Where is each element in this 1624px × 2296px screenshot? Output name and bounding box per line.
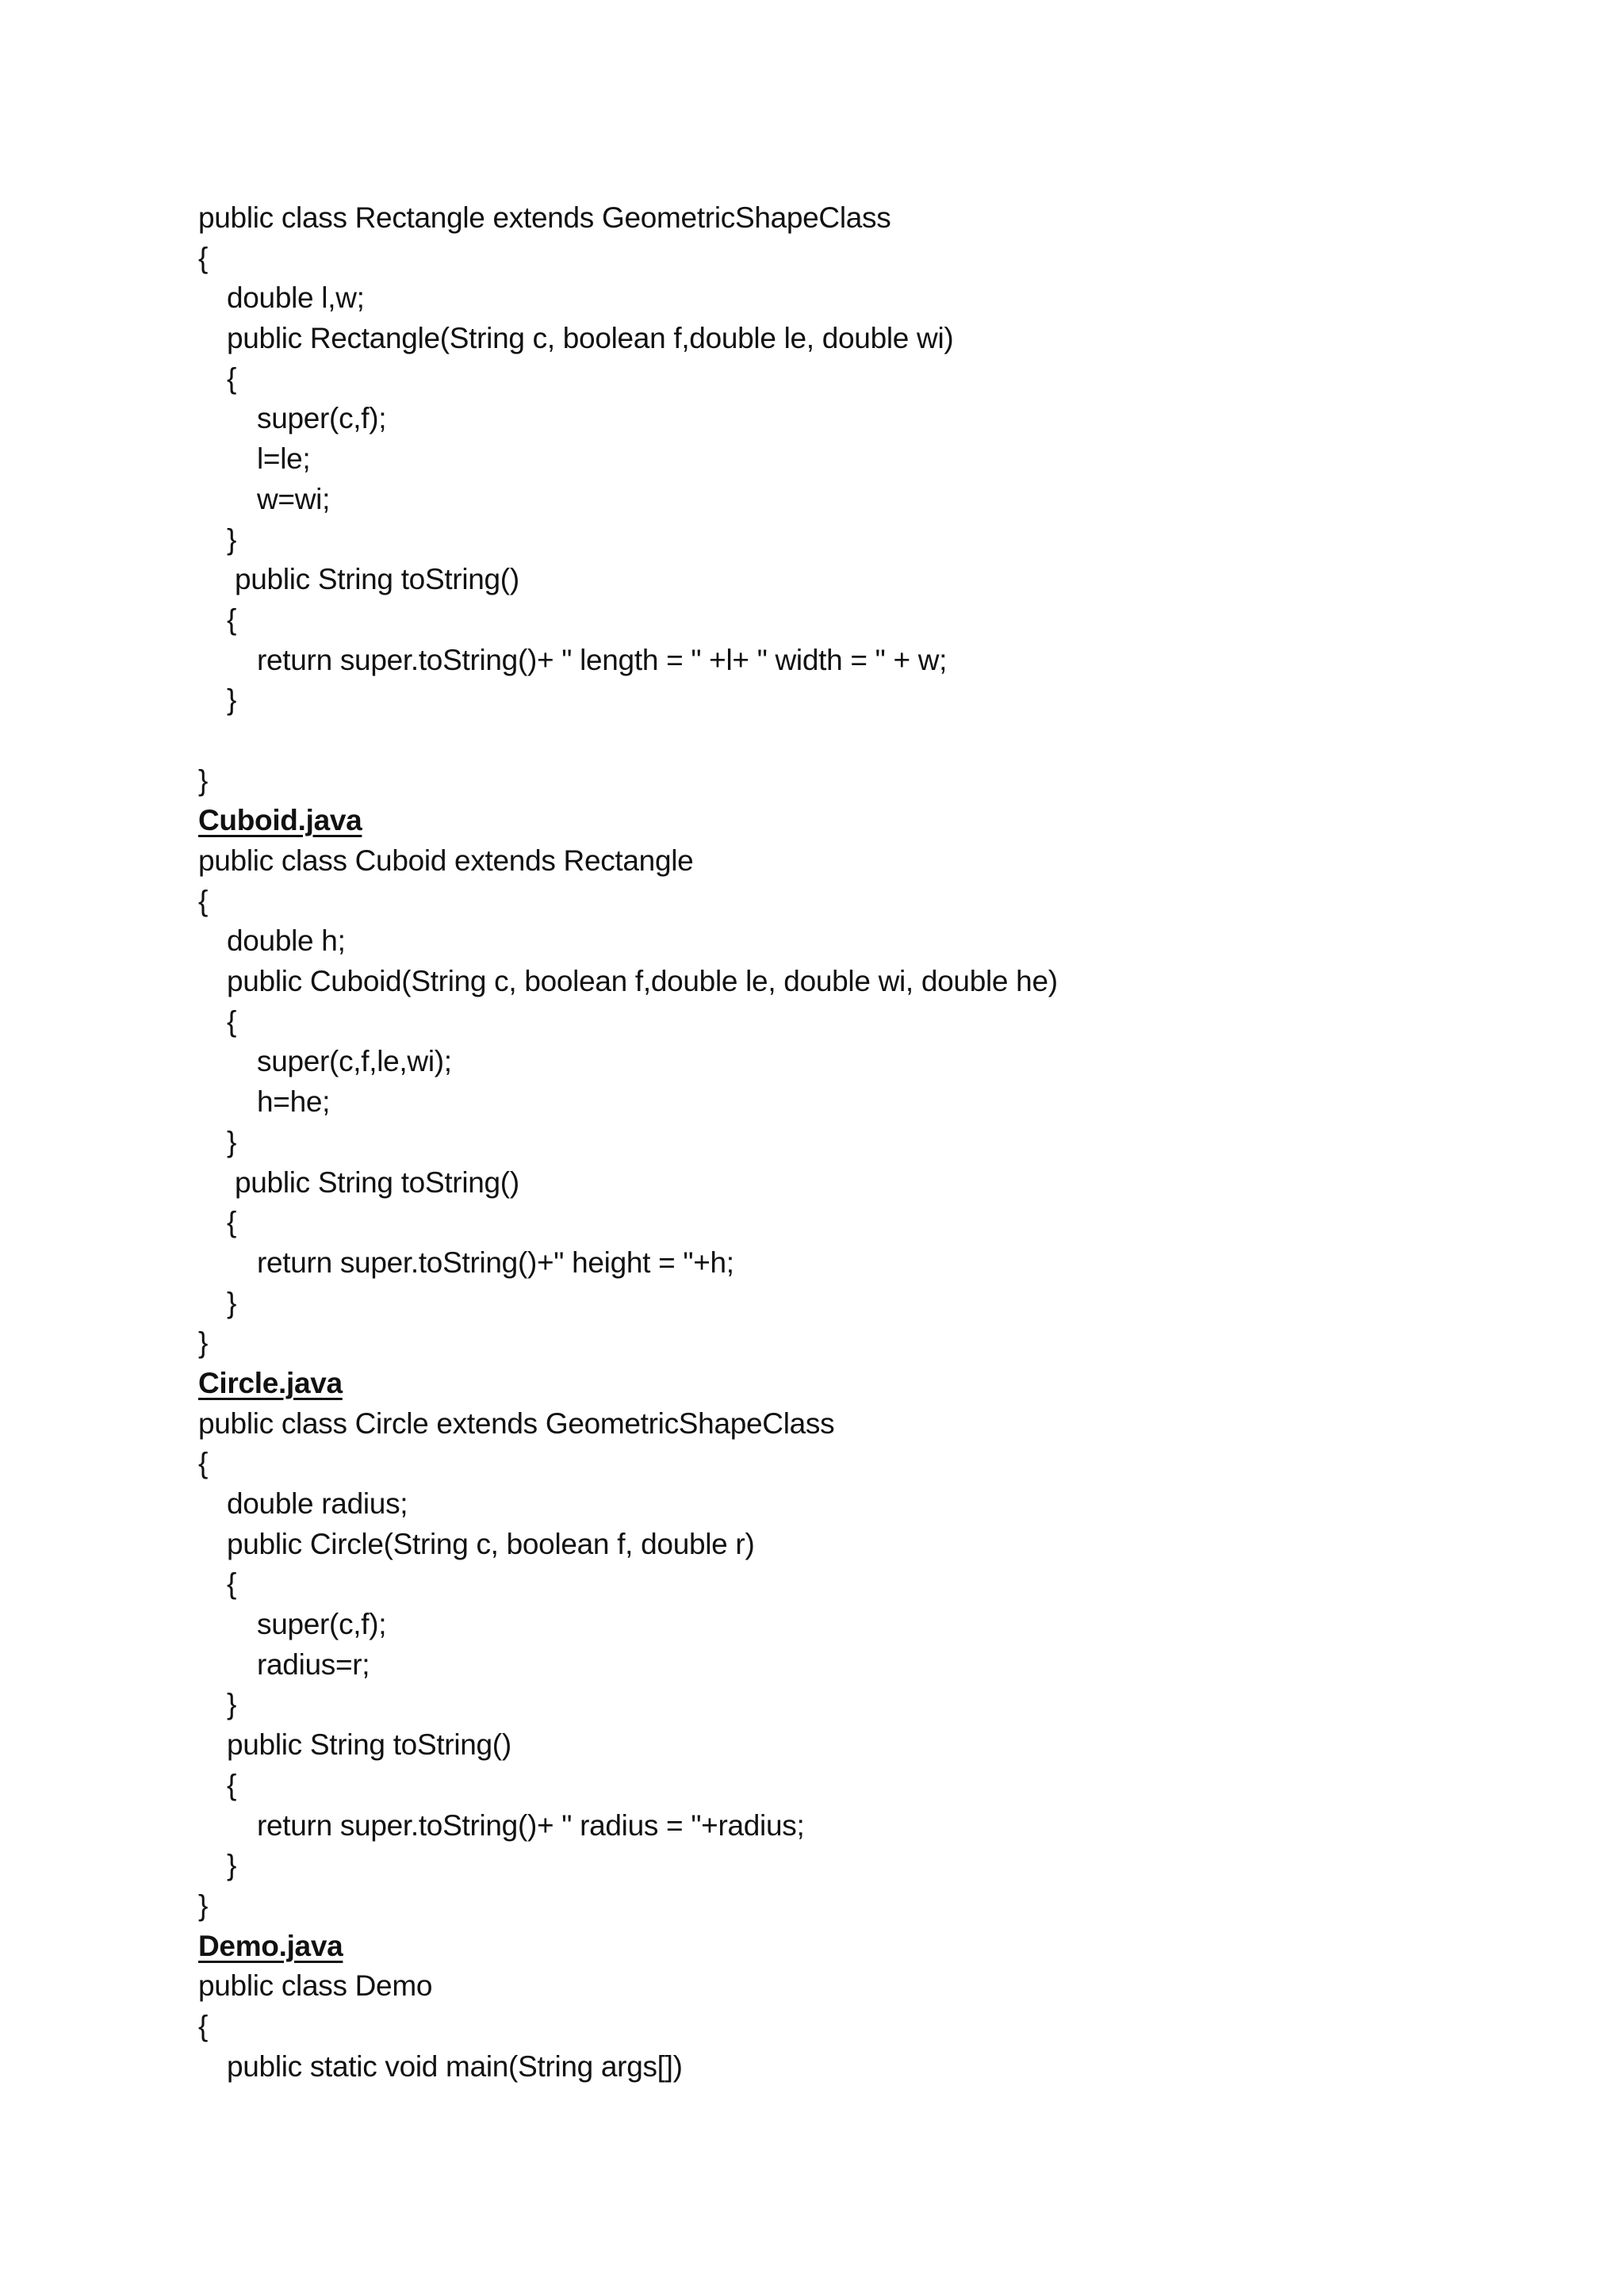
code-line: }: [227, 522, 237, 556]
code-line: }: [227, 1125, 237, 1158]
code-line: }: [227, 1849, 237, 1882]
file-heading: Demo.java: [198, 1929, 343, 1962]
code-listing: [198, 198, 1546, 2087]
code-line: h=he;: [257, 1085, 331, 1119]
code-line: public static void main(String args[]): [227, 2049, 683, 2083]
file-heading: Cuboid.java: [198, 804, 362, 837]
code-line: l=le;: [257, 442, 311, 476]
file-heading: Circle.java: [198, 1366, 343, 1399]
code-line: }: [198, 1326, 209, 1360]
code-line: w=wi;: [257, 482, 331, 515]
code-line: }: [227, 683, 237, 717]
code-line: super(c,f);: [257, 402, 387, 435]
code-line: {: [227, 362, 237, 395]
code-line: public String toString(): [235, 563, 519, 596]
code-line: {: [198, 241, 209, 274]
code-line: double radius;: [227, 1487, 408, 1520]
code-line: {: [227, 1206, 237, 1239]
blank-line: [198, 721, 1546, 761]
code-line: public Rectangle(String c, boolean f,double le, double wi): [227, 322, 954, 355]
code-line: return super.toString()+" height = "+h;: [257, 1246, 734, 1279]
code-line: public Circle(String c, boolean f, double r): [227, 1527, 755, 1560]
code-line: double h;: [227, 924, 346, 958]
code-line: public Cuboid(String c, boolean f,double le, double wi, double he): [227, 965, 1058, 998]
code-line: super(c,f);: [257, 1608, 387, 1641]
code-line: public String toString(): [235, 1165, 519, 1199]
code-line: {: [227, 1567, 237, 1601]
code-line: radius=r;: [257, 1647, 370, 1681]
code-line: public class Circle extends GeometricShapeClass: [198, 1406, 835, 1440]
code-line: }: [227, 1286, 237, 1319]
code-line: }: [198, 1888, 209, 1922]
code-line: double l,w;: [227, 281, 365, 315]
code-line: return super.toString()+ " radius = "+radius;: [257, 1808, 805, 1842]
code-line: return super.toString()+ " length = " +l+ " width = " + w;: [257, 643, 948, 676]
code-line: public class Rectangle extends GeometricShapeClass: [198, 201, 891, 234]
code-line: public class Cuboid extends Rectangle: [198, 844, 694, 877]
code-line: {: [227, 1004, 237, 1038]
code-line: public String toString(): [227, 1728, 511, 1762]
code-line: {: [198, 2009, 209, 2042]
code-line: super(c,f,le,wi);: [257, 1045, 452, 1078]
code-line: }: [227, 1688, 237, 1721]
code-line: public class Demo: [198, 1969, 433, 2003]
code-line: {: [227, 603, 237, 636]
code-line: {: [198, 884, 209, 917]
code-line: {: [198, 1447, 209, 1480]
code-line: {: [227, 1768, 237, 1801]
code-line: }: [198, 763, 209, 797]
